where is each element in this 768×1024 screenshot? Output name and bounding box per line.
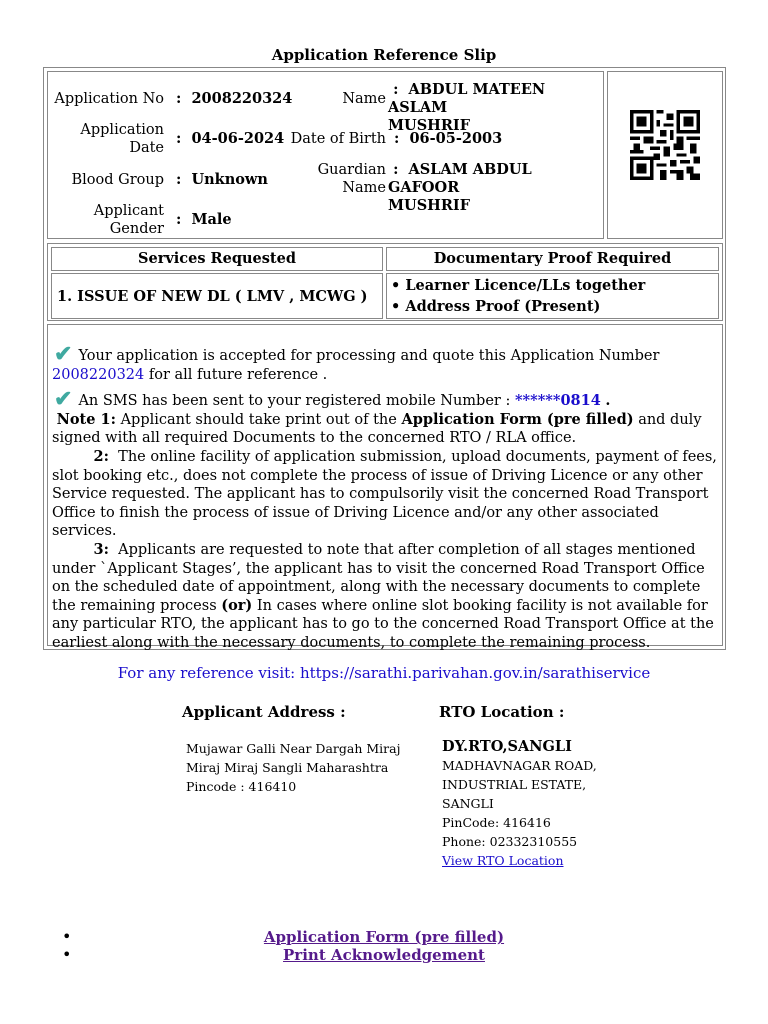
sms-message: ✔ An SMS has been sent to your registered mobile Number : ******0814 . xyxy=(54,386,611,413)
proof-header: Documentary Proof Required xyxy=(433,250,672,267)
name-value: : ABDUL MATEEN ASLAM MUSHRIF xyxy=(388,81,546,134)
view-rto-location-link[interactable]: View RTO Location xyxy=(442,853,564,868)
proof-item-2: • Address Proof (Present) xyxy=(391,298,601,315)
app-date-value: : 04-06-2024 xyxy=(176,130,285,147)
dob-label: Date of Birth xyxy=(290,131,386,147)
note-2: 2: The online facility of application submission, upload documents, payment of fees, slot booking etc., does not complete the process of issue of Driving Licence or any other Service requested. The applicant has to compulsorily visit the concerned Road Transport Office to finish the process of issue of Driving Licence and/or any other associated services. xyxy=(52,447,717,540)
application-form-link[interactable]: Application Form (pre filled) xyxy=(263,928,505,946)
applicant-address: Mujawar Galli Near Dargah Miraj Miraj Miraj Sangli Maharashtra Pincode : 416410 xyxy=(186,741,401,794)
print-acknowledgement-link[interactable]: Print Acknowledgement xyxy=(283,946,485,964)
app-no-label: Application No xyxy=(54,91,164,107)
list-item xyxy=(0,946,768,964)
rto-name: DY.RTO,SANGLI xyxy=(442,738,572,755)
reference-link[interactable]: For any reference visit: https://sarathi.parivahan.gov.in/sarathiservice xyxy=(117,664,651,682)
app-no-value: : 2008220324 xyxy=(176,90,293,107)
qr-code-icon xyxy=(630,110,700,180)
rto-address: DY.RTO,SANGLI MADHAVNAGAR ROAD, INDUSTRIAL ESTATE, SANGLI PinCode: 416416 Phone: 02332310555 View RTO Location xyxy=(442,738,597,868)
slip-container xyxy=(43,67,726,650)
guardian-label: Guardian Name xyxy=(317,162,386,196)
name-label: Name xyxy=(342,91,386,107)
applicant-details xyxy=(47,71,604,239)
rto-location-heading: RTO Location : xyxy=(439,703,565,721)
blood-group-label: Blood Group xyxy=(71,172,164,188)
check-icon: ✔ xyxy=(54,386,73,413)
dob-value: : 06-05-2003 xyxy=(394,130,503,147)
page-title: Application Reference Slip xyxy=(271,46,497,64)
messages xyxy=(52,341,719,653)
guardian-value: : ASLAM ABDUL GAFOOR MUSHRIF xyxy=(388,161,532,214)
proof-item-1: • Learner Licence/LLs together xyxy=(391,277,646,294)
app-date-label: Application Date xyxy=(80,122,164,156)
applicant-address-heading: Applicant Address : xyxy=(182,703,346,721)
accepted-message: ✔ Your application is accepted for processing and quote this Application Number 2008220324 for all future reference . xyxy=(52,341,660,383)
service-item: 1. ISSUE OF NEW DL ( LMV , MCWG ) xyxy=(57,288,368,305)
check-icon: ✔ xyxy=(54,341,73,367)
services-header: Services Requested xyxy=(138,250,296,267)
note-1: Note 1: Applicant should take print out of the Application Form (pre filled) and duly signed with all required Documents to the concerned RTO / RLA office. xyxy=(52,410,702,447)
list-item xyxy=(0,928,768,946)
blood-group-value: : Unknown xyxy=(176,171,268,188)
gender-label: Applicant Gender xyxy=(93,203,164,237)
note-3: 3: Applicants are requested to note that after completion of all stages mentioned under `Applicant Stages’, the applicant has to visit the concerned Road Transport Office on the scheduled date of appointment, along with the necessary documents to complete the remaining process (or) In cases where online slot booking facility is not available for any particular RTO, the applicant has to go to the concerned Road Transport Office at the earliest along with the necessary documents, to complete the remaining process. xyxy=(52,540,714,651)
gender-value: : Male xyxy=(176,211,232,228)
services-table xyxy=(47,243,723,321)
action-links xyxy=(0,928,768,964)
